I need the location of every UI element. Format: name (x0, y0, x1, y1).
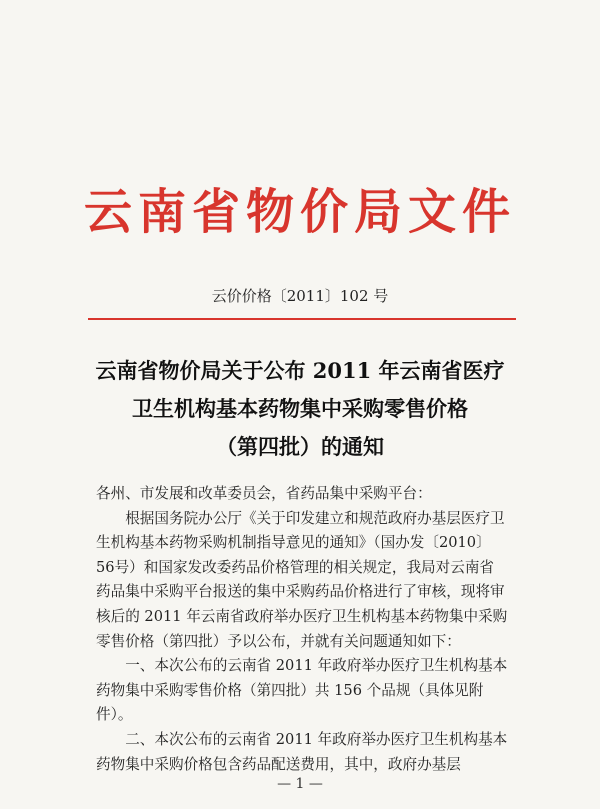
document-header-title: 云南省物价局文件 (83, 184, 516, 240)
addressee-line: 各州、市发展和改革委员会，省药品集中采购平台： (96, 485, 432, 502)
red-divider-line (88, 318, 516, 320)
body-paragraph-2: 一、本次公布的云南省 2011 年政府举办医疗卫生机构基本药物集中采购零售价格（第四批）共 156 个品规（具体见附件）。 (96, 657, 508, 724)
body-paragraph-3: 二、本次公布的云南省 2011 年政府举办医疗卫生机构基本药物集中采购价格包含药品配送费用，其中，政府办基层 (96, 730, 508, 773)
document-number: 云价价格〔2011〕102 号 (211, 287, 389, 305)
notice-title (0, 352, 600, 466)
document-body (96, 482, 508, 777)
notice-title-line-2: 卫生机构基本药物集中采购零售价格 (132, 396, 468, 421)
body-paragraph-1: 根据国务院办公厅《关于印发建立和规范政府办基层医疗卫生机构基本药物采购机制指导意见的通知》（国办发〔2010〕56号）和国家发改委药品价格管理的相关规定，我局对云南省药品集中采购平台报送的集中采购药品价格进行了审核，现将审核后的 2011 年云南省政府举办医疗卫生机构基本药物集中采购零售价格（第四批）予以公布，并就有关问题通知如下： (96, 509, 508, 650)
notice-title-line-1: 云南省物价局关于公布 2011 年云南省医疗 (95, 358, 505, 383)
page-number: — 1 — (277, 776, 323, 792)
notice-title-line-3: （第四批）的通知 (216, 434, 384, 459)
